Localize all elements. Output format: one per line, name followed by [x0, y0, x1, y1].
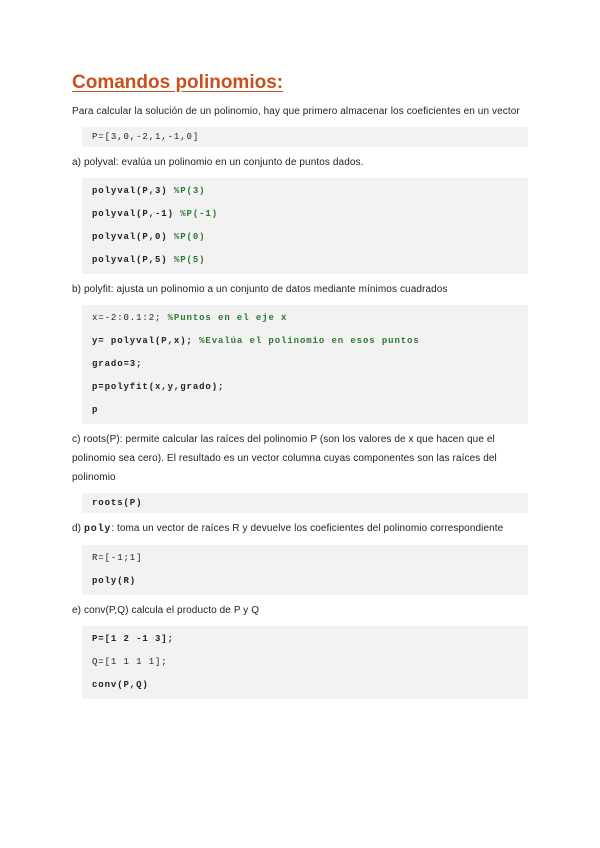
- code-comment: %P(0): [173, 232, 206, 242]
- code-line: [92, 376, 518, 399]
- poly-keyword: poly: [83, 524, 112, 535]
- code-block-conv: [82, 626, 528, 699]
- code-text: x=-2:0.1:2;: [92, 313, 168, 323]
- code-line: [92, 249, 518, 272]
- code-line: [92, 353, 518, 376]
- code-line: P=[1 2 -1 3];: [92, 634, 174, 644]
- code-line: R=[-1;1]: [92, 553, 143, 563]
- code-text: y= polyval(P,x);: [92, 336, 200, 346]
- code-block-intro: [82, 127, 528, 147]
- code-text: polyval(P,0): [92, 232, 174, 242]
- code-line: [92, 180, 518, 203]
- roots-paragraph: c) roots(P): permite calcular las raíces del polinomio P (son los valores de x que hacen que el polinomio sea cero). El resultado es un vector columna cuyas componentes son las raíces del polinomio: [72, 434, 497, 483]
- poly-paragraph: [72, 519, 528, 539]
- code-line: [92, 203, 518, 226]
- polyfit-paragraph: b) polyfit: ajusta un polinomio a un conjunto de datos mediante mínimos cuadrados: [72, 284, 448, 295]
- code-line: [92, 307, 518, 330]
- page-title: Comandos polinomios:: [72, 72, 284, 93]
- code-text: p=polyfit(x,y,grado);: [92, 382, 225, 392]
- code-block-polyval: [82, 178, 528, 274]
- code-comment: %Puntos en el eje x: [167, 313, 288, 323]
- code-line: [92, 226, 518, 249]
- code-line: poly(R): [92, 576, 137, 586]
- code-comment: %P(-1): [180, 209, 219, 219]
- code-block-poly: [82, 545, 528, 595]
- code-line: [92, 399, 518, 422]
- code-line: roots(P): [92, 498, 143, 508]
- poly-text: : toma un vector de raíces R y devuelve los coeficientes del polinomio correspondiente: [111, 523, 504, 534]
- code-comment: %Evalúa el polinomio en esos puntos: [199, 336, 420, 346]
- document-page: [72, 70, 528, 705]
- code-text: p: [92, 405, 99, 415]
- code-block-polyfit: [82, 305, 528, 424]
- code-text: polyval(P,-1): [92, 209, 181, 219]
- code-line: Q=[1 1 1 1];: [92, 657, 168, 667]
- code-comment: %P(3): [173, 186, 206, 196]
- intro-paragraph: Para calcular la solución de un polinomio, hay que primero almacenar los coeficientes en un vector: [72, 106, 520, 117]
- conv-paragraph: e) conv(P,Q) calcula el producto de P y Q: [72, 605, 260, 616]
- code-text: grado=3;: [92, 359, 143, 369]
- code-comment: %P(5): [173, 255, 206, 265]
- code-line: P=[3,0,-2,1,-1,0]: [92, 132, 200, 142]
- code-block-roots: [82, 493, 528, 513]
- code-line: [92, 330, 518, 353]
- poly-prefix: d): [72, 523, 84, 534]
- code-line: conv(P,Q): [92, 680, 149, 690]
- code-text: polyval(P,3): [92, 186, 174, 196]
- polyval-paragraph: a) polyval: evalúa un polinomio en un conjunto de puntos dados.: [72, 157, 364, 168]
- code-text: polyval(P,5): [92, 255, 174, 265]
